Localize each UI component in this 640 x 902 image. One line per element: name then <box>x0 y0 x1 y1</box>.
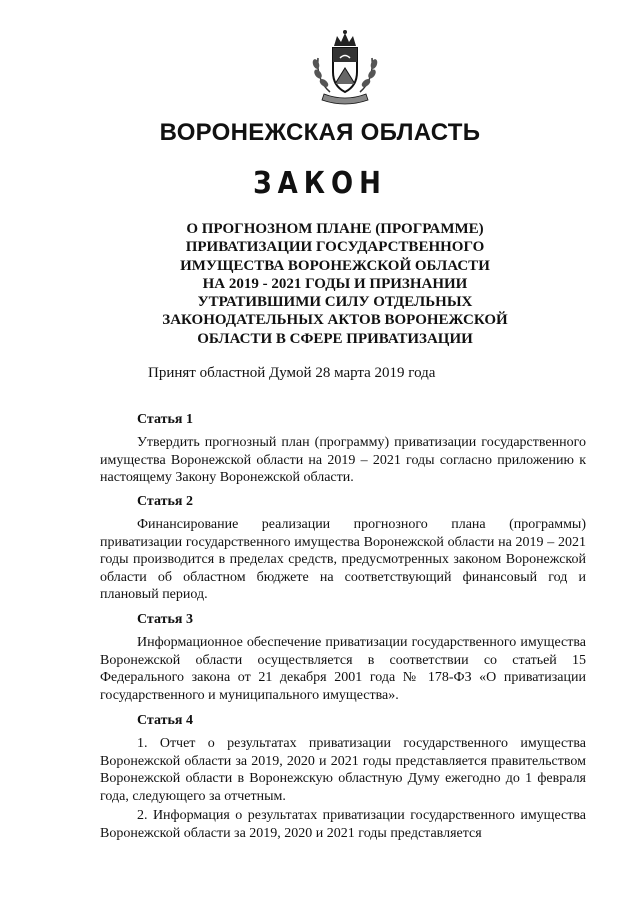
voronezh-coat-of-arms-icon <box>304 28 386 106</box>
adoption-note: Принят областной Думой 28 марта 2019 года <box>148 365 436 381</box>
article-3 <box>100 612 586 704</box>
article-paragraph: Финансирование реализации прогнозного плана (программы) приватизации государственного имущества Воронежской области на 2019 – 2021 годы производится в пределах средств, предусмотренных законом Воронежской области об областном бюджете на соответствующий финансовый год и плановый период. <box>100 517 586 602</box>
article-title: Статья 1 <box>137 412 193 427</box>
law-heading <box>130 220 540 348</box>
article-1 <box>100 412 586 487</box>
region-title: ВОРОНЕЖСКАЯ ОБЛАСТЬ <box>159 119 481 146</box>
article-title: Статья 4 <box>137 713 193 728</box>
law-heading-line: ОБЛАСТИ В СФЕРЕ ПРИВАТИЗАЦИИ <box>197 330 473 347</box>
law-heading-line: УТРАТИВШИМИ СИЛУ ОТДЕЛЬНЫХ <box>197 294 473 311</box>
article-paragraph: 1. Отчет о результатах приватизации государственного имущества Воронежской области за 2019, 2020 и 2021 годы представляется правительством Воронежской области в Воронежскую областную Думу ежегодно до 1 февраля года, следующего за отчетным. <box>100 736 586 804</box>
article-paragraph: Утвердить прогнозный план (программу) приватизации государственного имущества Воронежской области на 2019 – 2021 годы согласно приложению к настоящему Закону Воронежской области. <box>100 435 586 485</box>
article-4 <box>100 713 586 842</box>
article-paragraph: 2. Информация о результатах приватизации государственного имущества Воронежской области за 2019, 2020 и 2021 годы представляется <box>100 808 586 841</box>
law-heading-line: ЗАКОНОДАТЕЛЬНЫХ АКТОВ ВОРОНЕЖСКОЙ <box>162 312 508 329</box>
law-heading-line: ПРИВАТИЗАЦИИ ГОСУДАРСТВЕННОГО <box>185 239 485 256</box>
law-heading-line: ИМУЩЕСТВА ВОРОНЕЖСКОЙ ОБЛАСТИ <box>180 257 490 274</box>
document-type-title: ЗАКОН <box>253 166 387 202</box>
article-title: Статья 2 <box>137 494 193 509</box>
law-heading-line: НА 2019 - 2021 ГОДЫ И ПРИЗНАНИИ <box>202 275 468 292</box>
article-2 <box>100 494 586 604</box>
article-title: Статья 3 <box>137 612 193 627</box>
law-heading-line: О ПРОГНОЗНОМ ПЛАНЕ (ПРОГРАММЕ) <box>186 221 484 237</box>
article-paragraph: Информационное обеспечение приватизации государственного имущества Воронежской области осуществляется в соответствии со статьей 15 Федерального закона от 21 декабря 2001 года № 178-ФЗ «О приватизации государственного и муниципального имущества». <box>100 635 586 703</box>
